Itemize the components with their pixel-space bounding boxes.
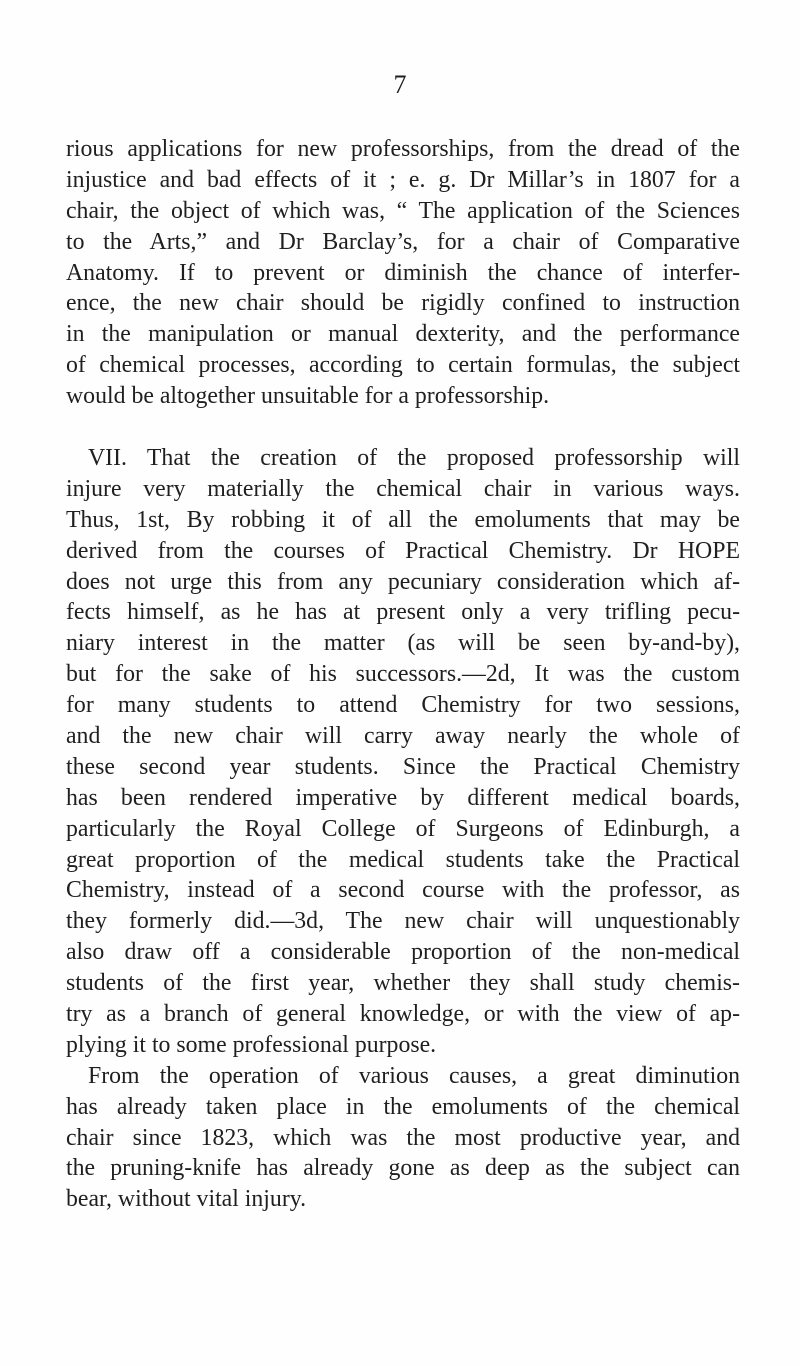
text-line: particularly the Royal College of Surgeons of Edinburgh, a (66, 815, 740, 842)
text-line: bear, without vital injury. (66, 1186, 307, 1213)
text-line: of chemical processes, according to certain formulas, the subject (66, 352, 740, 379)
text-line: derived from the courses of Practical Chemistry. Dr HOPE (66, 537, 740, 564)
text-line: niary interest in the matter (as will be seen by-and-by), (66, 630, 740, 657)
text-line: students of the first year, whether they shall study chemis- (66, 970, 740, 997)
text-line: chair since 1823, which was the most productive year, and (66, 1124, 740, 1151)
text-line: From the operation of various causes, a great diminution (88, 1062, 740, 1089)
text-line: try as a branch of general knowledge, or with the view of ap- (66, 1001, 740, 1028)
text-line: Thus, 1st, By robbing it of all the emoluments that may be (66, 506, 740, 533)
text-line: plying it to some professional purpose. (66, 1031, 437, 1058)
paragraph-2 (66, 443, 740, 1215)
text-line: would be altogether unsuitable for a professorship. (66, 383, 550, 410)
text-line: has already taken place in the emoluments of the chemical (66, 1093, 740, 1120)
text-line: they formerly did.—3d, The new chair will unquestionably (66, 908, 740, 935)
text-line: these second year students. Since the Practical Chemistry (66, 753, 740, 780)
text-line: but for the sake of his successors.—2d, It was the custom (66, 661, 740, 688)
text-line: rious applications for new professorships, from the dread of the (66, 136, 740, 162)
text-line: ence, the new chair should be rigidly confined to instruction (66, 290, 740, 317)
text-line: chair, the object of which was, “ The application of the Sciences (66, 197, 740, 224)
text-line: VII. That the creation of the proposed professorship will (88, 445, 740, 471)
text-line: also draw off a considerable proportion of the non-medical (66, 939, 740, 966)
text-line: has been rendered imperative by different medical boards, (66, 784, 740, 811)
text-line: great proportion of the medical students take the Practical (66, 846, 740, 873)
text-line: to the Arts,” and Dr Barclay’s, for a chair of Comparative (66, 228, 740, 255)
text-line: for many students to attend Chemistry for two sessions, (66, 692, 740, 719)
text-line: Chemistry, instead of a second course with the professor, as (66, 877, 740, 904)
text-line: injure very materially the chemical chair in various ways. (66, 475, 740, 502)
text-line: the pruning-knife has already gone as deep as the subject can (66, 1155, 740, 1182)
text-line: does not urge this from any pecuniary consideration which af- (66, 568, 740, 595)
text-line: Anatomy. If to prevent or diminish the chance of interfer- (66, 259, 740, 286)
text-line: fects himself, as he has at present only a very trifling pecu- (66, 599, 740, 626)
text-line: and the new chair will carry away nearly the whole of (66, 723, 740, 750)
paragraph-1 (66, 134, 740, 412)
text-line: injustice and bad effects of it ; e. g. Dr Millar’s in 1807 for a (66, 166, 740, 193)
page-number: 7 (393, 70, 407, 99)
text-line: in the manipulation or manual dexterity, and the performance (66, 321, 740, 348)
